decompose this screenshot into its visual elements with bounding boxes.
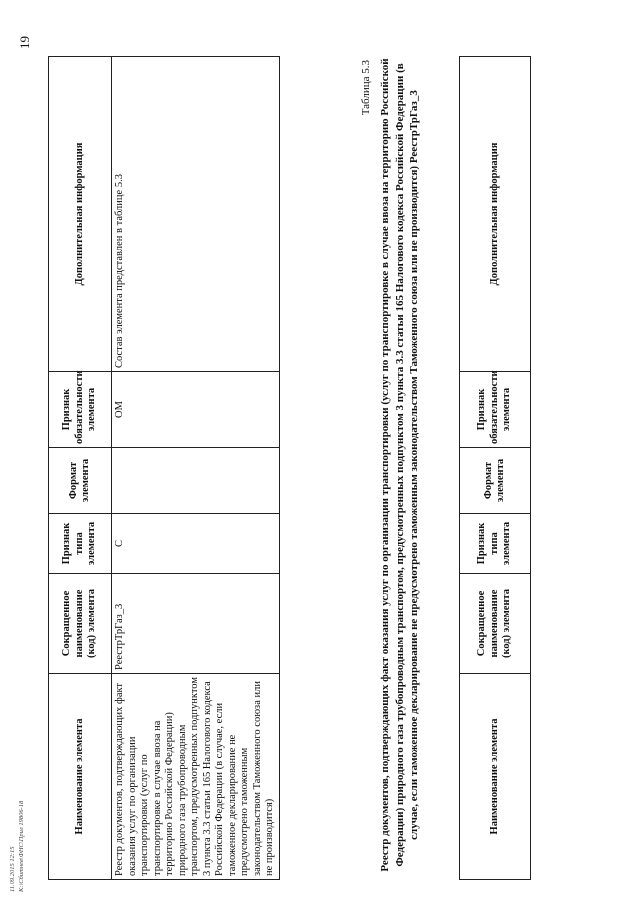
header-element-format: Формат элемента: [49, 448, 112, 514]
header-additional-info: Дополнительная информация: [460, 57, 531, 372]
header-element-required: Признак обязательности элемента: [460, 372, 531, 448]
cell-element-name: Реестр документов, подтверждающих факт оказания услуг по организации транспортировки (услуг по транспортировке в случае ввоза на территорию Российской Федерации) природного газа трубопроводным транспортом, предусмотренных подпунктом 3 пункта 3.3 статьи 165 Налогового кодекса Российской Федерации (в случае, если таможенное декларирование не предусмотрено таможенным законодательством Таможенного союза или не производится): [112, 674, 280, 880]
header-element-format: Формат элемента: [460, 448, 531, 514]
cell-element-type: С: [112, 514, 280, 574]
header-element-required: Признак обязательности элемента: [49, 372, 112, 448]
footer-file-path: К:\Сбитнев\ФНС\Прил 19806-18: [18, 800, 25, 892]
table-row: [112, 57, 280, 880]
print-footer: [8, 801, 26, 892]
header-element-name: Наименование элемента: [49, 674, 112, 880]
page-number: 19: [17, 36, 32, 49]
cell-additional-info: Состав элемента представлен в таблице 5.3: [112, 57, 280, 372]
cell-element-code: РеестрТрГаз_3: [112, 574, 280, 674]
table-header-row: [49, 57, 112, 880]
cell-element-required: ОМ: [112, 372, 280, 448]
header-element-type: Признак типа элемента: [460, 514, 531, 574]
table-title: Реестр документов, подтверждающих факт оказания услуг по организации транспортировки (услуг по транспортировке в случае ввоза на территорию Российской Федерации) природного газа трубопроводным транспортом, предусмотренных подпунктом 3 пункта 3.3 статьи 165 Налогового кодекса Российской Федерации (в случае, если таможенное декларирование не предусмотрено таможенным законодательством Таможенного союза или не производится) РеестрТрГаз_3: [379, 58, 420, 872]
footer-timestamp: 11.09.2015 12:15: [9, 846, 16, 892]
header-element-name: Наименование элемента: [460, 674, 531, 880]
elements-table: [48, 56, 280, 880]
header-element-type: Признак типа элемента: [49, 514, 112, 574]
elements-table-5-3: [459, 56, 531, 880]
table-header-row: [460, 57, 531, 880]
header-element-code: Сокращенное наименование (код) элемента: [49, 574, 112, 674]
table-caption: Таблица 5.3: [360, 60, 372, 116]
header-element-code: Сокращенное наименование (код) элемента: [460, 574, 531, 674]
header-additional-info: Дополнительная информация: [49, 57, 112, 372]
cell-element-format: [112, 448, 280, 514]
